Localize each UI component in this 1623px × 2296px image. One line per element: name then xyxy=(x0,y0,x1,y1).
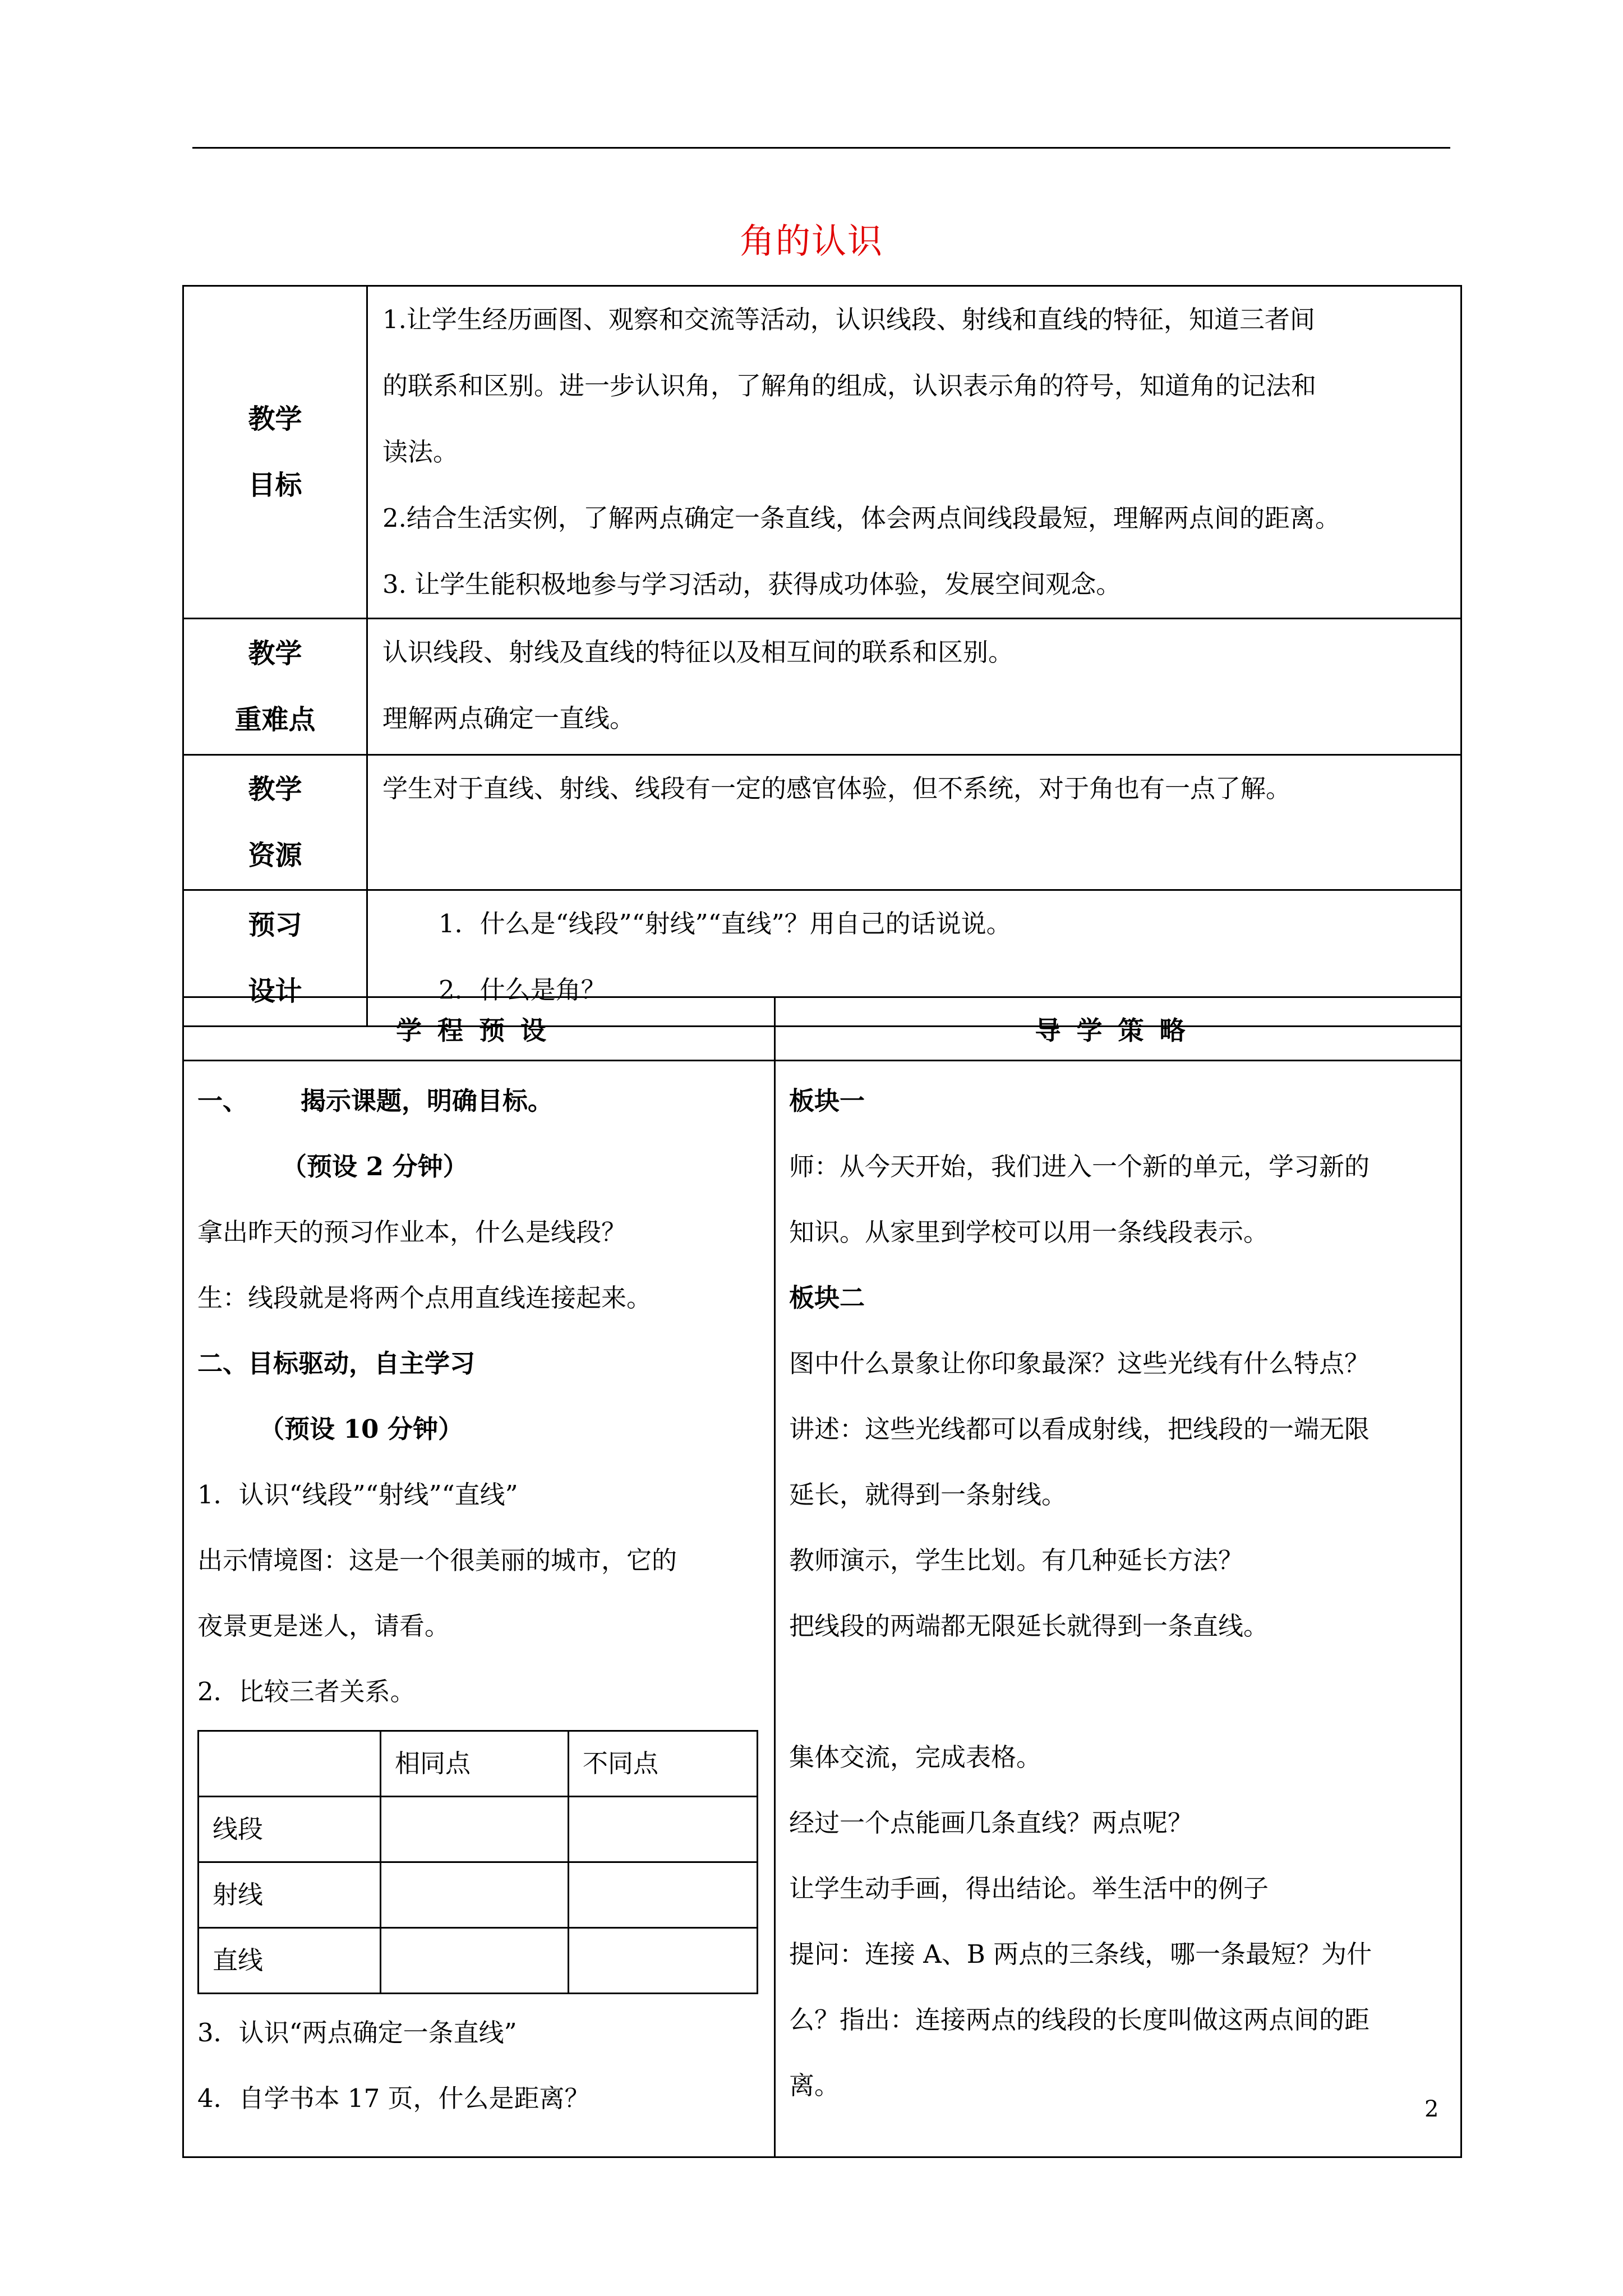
comparison-header-row xyxy=(199,1731,758,1797)
key-point-line: 理解两点确定一直线。 xyxy=(382,703,635,733)
block-2-line: 提问：连接 A、B 两点的三条线，哪一条最短？为什 xyxy=(789,1939,1372,1969)
block-2-line: 讲述：这些光线都可以看成射线，把线段的一端无限 xyxy=(789,1414,1370,1444)
goals-row xyxy=(183,286,1461,619)
comparison-header-cell: 不同点 xyxy=(569,1731,758,1797)
goals-label: 教学 目标 xyxy=(183,286,367,619)
section-2-time: （预设 10 分钟） xyxy=(259,1414,463,1444)
blank-line xyxy=(789,1659,1447,1724)
key-points-label: 教学 重难点 xyxy=(183,619,367,755)
block-2-line: 集体交流，完成表格。 xyxy=(789,1742,1042,1772)
comparison-row xyxy=(199,1862,758,1928)
section-2-item-2: 2．比较三者关系。 xyxy=(197,1677,416,1706)
goal-line: 读法。 xyxy=(382,437,459,467)
goal-line: 的联系和区别。进一步认识角，了解角的组成，认识表示角的符号，知道角的记法和 xyxy=(382,371,1317,401)
comparison-empty-cell xyxy=(381,1797,569,1862)
left-column-header: 学程预设 xyxy=(183,997,775,1061)
section-2-item-4: 4．自学书本 17 页，什么是距离？ xyxy=(197,2083,590,2113)
comparison-empty-cell xyxy=(381,1928,569,1994)
section-2-item-1: 1．认识“线段”“射线”“直线” xyxy=(197,1480,518,1510)
section-1-title: 一、 揭示课题，明确目标。 xyxy=(197,1086,553,1116)
lesson-info-table xyxy=(182,285,1462,1027)
comparison-empty-cell xyxy=(569,1797,758,1862)
page-title: 角的认识 xyxy=(739,220,883,261)
process-header-row xyxy=(183,997,1461,1061)
goals-content xyxy=(367,286,1461,619)
block-2-line: 离。 xyxy=(789,2070,840,2100)
process-body-row xyxy=(183,1061,1461,2157)
resources-label: 教学 资源 xyxy=(183,755,367,890)
block-2-line: 延长，就得到一条射线。 xyxy=(789,1480,1067,1510)
resources-content xyxy=(367,755,1461,890)
section-2-scene-line: 出示情境图：这是一个很美丽的城市，它的 xyxy=(197,1545,677,1575)
section-1-time: （预设 2 分钟） xyxy=(282,1152,468,1181)
key-points-row xyxy=(183,619,1461,755)
comparison-empty-cell xyxy=(381,1862,569,1928)
section-2-scene-line: 夜景更是迷人，请看。 xyxy=(197,1611,450,1641)
comparison-empty-cell xyxy=(569,1928,758,1994)
comparison-header-cell xyxy=(199,1731,381,1797)
key-point-line: 认识线段、射线及直线的特征以及相互间的联系和区别。 xyxy=(382,637,1014,667)
preview-line: 2．什么是角？ xyxy=(439,975,606,1005)
block-2-line: 教师演示，学生比划。有几种延长方法？ xyxy=(789,1545,1244,1575)
comparison-row xyxy=(199,1928,758,1994)
block-2-line: 让学生动手画，得出结论。举生活中的例子 xyxy=(789,1874,1269,1903)
key-points-content xyxy=(367,619,1461,755)
goal-line: 1.让学生经历画图、观察和交流等活动，认识线段、射线和直线的特征，知道三者间 xyxy=(382,305,1315,334)
preview-line: 1．什么是“线段”“射线”“直线”？用自己的话说说。 xyxy=(439,909,1012,938)
comparison-header-cell: 相同点 xyxy=(381,1731,569,1797)
block-1-line: 师：从今天开始，我们进入一个新的单元，学习新的 xyxy=(789,1152,1370,1181)
comparison-row-label: 射线 xyxy=(199,1862,381,1928)
block-2-line: 图中什么景象让你印象最深？这些光线有什么特点？ xyxy=(789,1349,1370,1378)
goal-line: 3. 让学生能积极地参与学习活动，获得成功体验，发展空间观念。 xyxy=(382,569,1122,599)
comparison-row-label: 直线 xyxy=(199,1928,381,1994)
comparison-row xyxy=(199,1797,758,1862)
learning-process-cell xyxy=(183,1061,775,2157)
section-2-title: 二、目标驱动，自主学习 xyxy=(197,1349,476,1378)
block-2-line: 经过一个点能画几条直线？两点呢？ xyxy=(789,1808,1193,1838)
section-1-question: 拿出昨天的预习作业本，什么是线段？ xyxy=(197,1217,627,1247)
block-1-line: 知识。从家里到学校可以用一条线段表示。 xyxy=(789,1217,1269,1247)
comparison-empty-cell xyxy=(569,1862,758,1928)
goal-line: 2.结合生活实例，了解两点确定一条直线，体会两点间线段最短，理解两点间的距离。 xyxy=(382,503,1340,533)
comparison-table xyxy=(197,1730,758,1994)
teaching-strategy-cell xyxy=(775,1061,1461,2157)
section-2-item-3: 3．认识“两点确定一条直线” xyxy=(197,2018,517,2047)
header-rule xyxy=(192,147,1450,149)
preview-label: 预习 设计 xyxy=(183,890,367,1027)
block-2-line: 么？指出：连接两点的线段的长度叫做这两点间的距 xyxy=(789,2005,1370,2035)
block-2-line: 把线段的两端都无限延长就得到一条直线。 xyxy=(789,1611,1269,1641)
lesson-process-table xyxy=(182,996,1462,2158)
block-2-title: 板块二 xyxy=(789,1283,865,1313)
section-1-answer: 生：线段就是将两个点用直线连接起来。 xyxy=(197,1283,652,1313)
right-column-header: 导学策略 xyxy=(775,997,1461,1061)
block-1-title: 板块一 xyxy=(789,1086,865,1116)
resources-row xyxy=(183,755,1461,890)
resource-line: 学生对于直线、射线、线段有一定的感官体验，但不系统，对于角也有一点了解。 xyxy=(382,774,1292,803)
page-number: 2 xyxy=(1424,2096,1439,2122)
comparison-row-label: 线段 xyxy=(199,1797,381,1862)
